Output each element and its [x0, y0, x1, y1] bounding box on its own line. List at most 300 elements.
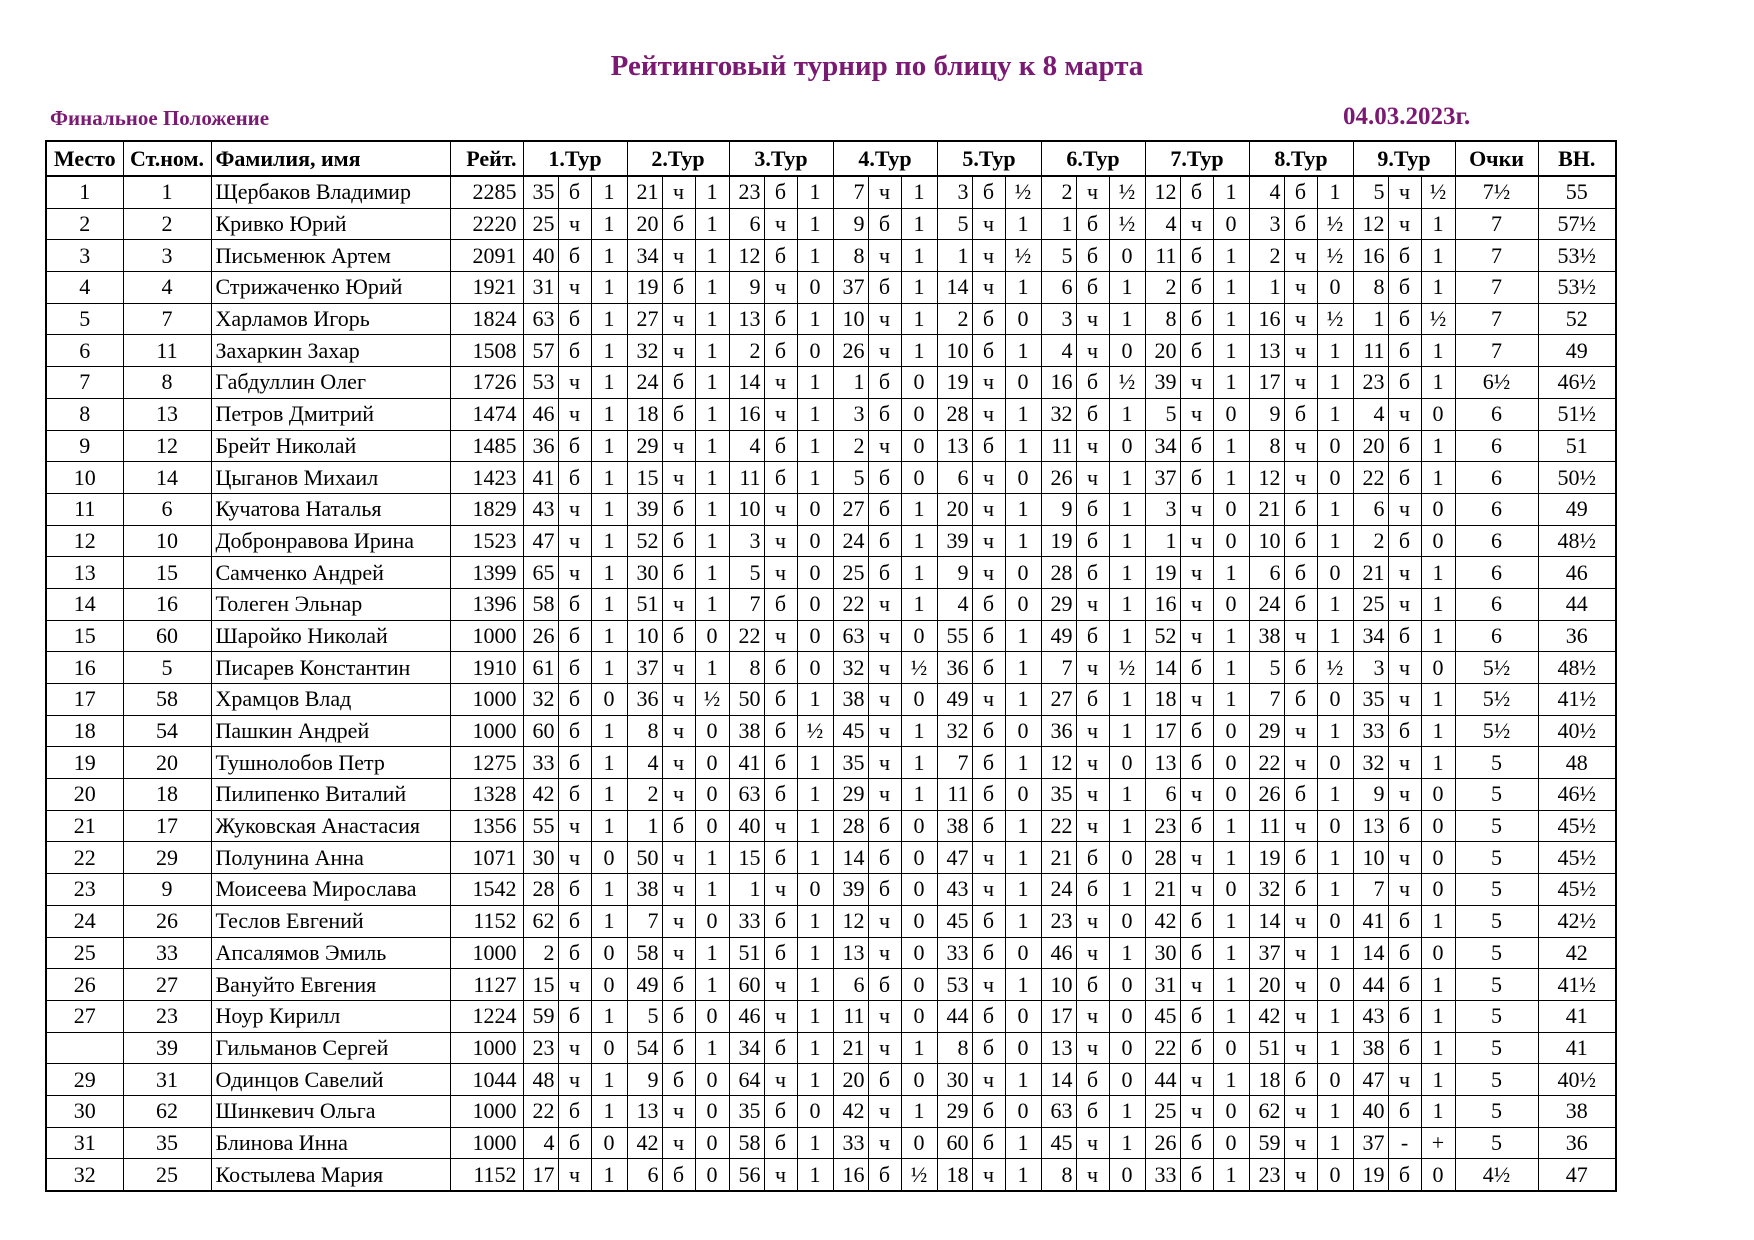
round-6-opponent: 24 — [1041, 874, 1076, 906]
tiebreak-cell: 45½ — [1538, 874, 1616, 906]
round-5-opponent: 5 — [937, 208, 972, 240]
round-6-color: б — [1076, 525, 1109, 557]
player-name-cell: Полунина Анна — [211, 842, 450, 874]
points-cell: 7 — [1455, 303, 1538, 335]
round-6-result: 0 — [1109, 969, 1145, 1001]
tiebreak-cell: 53½ — [1538, 240, 1616, 272]
round-6-opponent: 26 — [1041, 462, 1076, 494]
round-7-color: ч — [1180, 557, 1213, 589]
round-7-color: б — [1180, 430, 1213, 462]
round-4-opponent: 20 — [833, 1064, 868, 1096]
round-4-color: б — [868, 969, 901, 1001]
round-1-color: ч — [558, 557, 591, 589]
round-4-color: б — [868, 874, 901, 906]
round-6-result: ½ — [1109, 208, 1145, 240]
round-1-opponent: 46 — [523, 398, 558, 430]
round-7-opponent: 45 — [1145, 1000, 1180, 1032]
rating-cell: 1921 — [450, 272, 523, 304]
round-4-opponent: 32 — [833, 652, 868, 684]
round-7-opponent: 18 — [1145, 684, 1180, 716]
round-3-color: ч — [764, 874, 797, 906]
round-8-opponent: 14 — [1249, 905, 1284, 937]
round-9-color: - — [1388, 1127, 1421, 1159]
round-4-color: б — [868, 557, 901, 589]
round-8-opponent: 59 — [1249, 1127, 1284, 1159]
round-1-result: 0 — [591, 842, 627, 874]
points-cell: 5½ — [1455, 652, 1538, 684]
round-8-opponent: 16 — [1249, 303, 1284, 335]
round-6-color: ч — [1076, 462, 1109, 494]
round-4-color: б — [868, 272, 901, 304]
round-1-color: б — [558, 335, 591, 367]
round-6-result: 1 — [1109, 620, 1145, 652]
round-3-color: ч — [764, 1064, 797, 1096]
round-5-result: 1 — [1005, 620, 1041, 652]
round-7-result: 0 — [1213, 874, 1249, 906]
player-name-cell: Пилипенко Виталий — [211, 779, 450, 811]
round-9-opponent: 5 — [1353, 176, 1388, 208]
round-7-result: 1 — [1213, 272, 1249, 304]
tiebreak-cell: 45½ — [1538, 842, 1616, 874]
place-cell: 1 — [46, 176, 123, 208]
round-7-result: 1 — [1213, 937, 1249, 969]
col-header-points: Очки — [1455, 141, 1538, 176]
round-5-result: 0 — [1005, 588, 1041, 620]
round-2-result: 0 — [695, 747, 729, 779]
place-cell: 24 — [46, 905, 123, 937]
round-7-color: б — [1180, 937, 1213, 969]
round-5-result: 1 — [1005, 810, 1041, 842]
round-1-result: 1 — [591, 620, 627, 652]
points-cell: 5 — [1455, 1095, 1538, 1127]
player-name-cell: Габдуллин Олег — [211, 367, 450, 399]
round-4-color: ч — [868, 1095, 901, 1127]
place-cell: 9 — [46, 430, 123, 462]
round-6-color: б — [1076, 208, 1109, 240]
round-5-result: 0 — [1005, 303, 1041, 335]
round-6-result: 0 — [1109, 905, 1145, 937]
round-5-opponent: 28 — [937, 398, 972, 430]
round-3-opponent: 64 — [729, 1064, 764, 1096]
round-3-result: 1 — [797, 684, 833, 716]
rating-cell: 1542 — [450, 874, 523, 906]
round-1-color: ч — [558, 1159, 591, 1191]
col-header-rating: Рейт. — [450, 141, 523, 176]
player-name-cell: Шаройко Николай — [211, 620, 450, 652]
start-no-cell: 1 — [123, 176, 211, 208]
round-9-result: 0 — [1421, 779, 1455, 811]
round-6-color: ч — [1076, 430, 1109, 462]
round-1-color: б — [558, 240, 591, 272]
round-1-opponent: 48 — [523, 1064, 558, 1096]
points-cell: 6 — [1455, 525, 1538, 557]
round-7-result: 0 — [1213, 715, 1249, 747]
round-4-result: 0 — [901, 430, 937, 462]
round-9-color: б — [1388, 240, 1421, 272]
round-9-color: б — [1388, 525, 1421, 557]
round-9-result: 1 — [1421, 430, 1455, 462]
round-7-result: 1 — [1213, 810, 1249, 842]
round-3-opponent: 13 — [729, 303, 764, 335]
round-7-opponent: 34 — [1145, 430, 1180, 462]
round-6-result: 0 — [1109, 1159, 1145, 1191]
round-4-result: 0 — [901, 398, 937, 430]
round-8-color: б — [1284, 525, 1317, 557]
col-header-round-2: 2.Тур — [627, 141, 729, 176]
round-2-color: ч — [662, 588, 695, 620]
round-2-opponent: 37 — [627, 652, 662, 684]
round-6-result: 1 — [1109, 1095, 1145, 1127]
round-4-opponent: 11 — [833, 1000, 868, 1032]
round-3-result: 1 — [797, 240, 833, 272]
round-5-color: б — [972, 747, 1005, 779]
round-7-result: 1 — [1213, 652, 1249, 684]
round-8-result: ½ — [1317, 208, 1353, 240]
rating-cell: 1396 — [450, 588, 523, 620]
round-1-result: 1 — [591, 240, 627, 272]
round-6-opponent: 1 — [1041, 208, 1076, 240]
round-8-result: 0 — [1317, 272, 1353, 304]
points-cell: 7½ — [1455, 176, 1538, 208]
round-2-result: 1 — [695, 874, 729, 906]
round-2-result: 1 — [695, 398, 729, 430]
player-name-cell: Пашкин Андрей — [211, 715, 450, 747]
round-6-opponent: 5 — [1041, 240, 1076, 272]
round-9-result: 0 — [1421, 493, 1455, 525]
table-row — [46, 1064, 1616, 1096]
points-cell: 4½ — [1455, 1159, 1538, 1191]
round-5-color: б — [972, 176, 1005, 208]
round-3-opponent: 6 — [729, 208, 764, 240]
round-5-result: 0 — [1005, 937, 1041, 969]
start-no-cell: 11 — [123, 335, 211, 367]
round-3-opponent: 1 — [729, 874, 764, 906]
round-8-result: 1 — [1317, 398, 1353, 430]
round-4-color: ч — [868, 303, 901, 335]
round-5-result: 1 — [1005, 430, 1041, 462]
rating-cell: 2285 — [450, 176, 523, 208]
round-4-result: 1 — [901, 747, 937, 779]
round-4-result: 0 — [901, 1000, 937, 1032]
place-cell: 8 — [46, 398, 123, 430]
round-4-result: 1 — [901, 779, 937, 811]
table-row — [46, 842, 1616, 874]
round-7-opponent: 12 — [1145, 176, 1180, 208]
player-name-cell: Блинова Инна — [211, 1127, 450, 1159]
round-7-color: ч — [1180, 620, 1213, 652]
rating-cell: 2220 — [450, 208, 523, 240]
round-7-color: б — [1180, 1127, 1213, 1159]
round-1-color: б — [558, 905, 591, 937]
round-5-color: б — [972, 652, 1005, 684]
round-1-color: ч — [558, 810, 591, 842]
round-6-result: 1 — [1109, 810, 1145, 842]
round-6-opponent: 63 — [1041, 1095, 1076, 1127]
col-header-round-9: 9.Тур — [1353, 141, 1455, 176]
round-8-opponent: 5 — [1249, 652, 1284, 684]
round-5-color: б — [972, 1032, 1005, 1064]
round-4-color: ч — [868, 620, 901, 652]
round-8-opponent: 3 — [1249, 208, 1284, 240]
round-9-opponent: 40 — [1353, 1095, 1388, 1127]
round-7-result: 1 — [1213, 430, 1249, 462]
round-3-result: 0 — [797, 525, 833, 557]
place-cell: 22 — [46, 842, 123, 874]
round-5-color: б — [972, 1127, 1005, 1159]
points-cell: 5 — [1455, 779, 1538, 811]
round-2-result: 1 — [695, 493, 729, 525]
rating-cell: 1152 — [450, 905, 523, 937]
round-3-result: 1 — [797, 398, 833, 430]
round-2-color: ч — [662, 303, 695, 335]
table-row — [46, 398, 1616, 430]
start-no-cell: 5 — [123, 652, 211, 684]
round-5-result: 0 — [1005, 715, 1041, 747]
round-5-result: 1 — [1005, 969, 1041, 1001]
start-no-cell: 25 — [123, 1159, 211, 1191]
tiebreak-cell: 42 — [1538, 937, 1616, 969]
round-8-color: ч — [1284, 367, 1317, 399]
round-9-opponent: 44 — [1353, 969, 1388, 1001]
round-4-color: б — [868, 810, 901, 842]
round-2-color: ч — [662, 430, 695, 462]
rating-cell: 1356 — [450, 810, 523, 842]
round-1-result: 1 — [591, 1159, 627, 1191]
round-5-color: ч — [972, 493, 1005, 525]
round-9-result: 1 — [1421, 905, 1455, 937]
round-4-result: 1 — [901, 240, 937, 272]
round-9-color: б — [1388, 272, 1421, 304]
tiebreak-cell: 40½ — [1538, 1064, 1616, 1096]
table-row — [46, 937, 1616, 969]
start-no-cell: 9 — [123, 874, 211, 906]
round-2-result: 1 — [695, 557, 729, 589]
round-8-color: ч — [1284, 272, 1317, 304]
start-no-cell: 54 — [123, 715, 211, 747]
round-2-result: 0 — [695, 810, 729, 842]
round-2-opponent: 19 — [627, 272, 662, 304]
round-2-color: б — [662, 1064, 695, 1096]
round-3-color: б — [764, 430, 797, 462]
round-9-color: ч — [1388, 779, 1421, 811]
round-1-result: 1 — [591, 367, 627, 399]
round-1-color: б — [558, 747, 591, 779]
round-5-result: 1 — [1005, 493, 1041, 525]
round-4-opponent: 3 — [833, 398, 868, 430]
round-3-result: 1 — [797, 176, 833, 208]
round-3-result: 1 — [797, 1032, 833, 1064]
round-1-opponent: 17 — [523, 1159, 558, 1191]
col-header-tiebreak: ВН. — [1538, 141, 1616, 176]
round-3-opponent: 50 — [729, 684, 764, 716]
player-name-cell: Стрижаченко Юрий — [211, 272, 450, 304]
round-4-color: ч — [868, 937, 901, 969]
round-6-opponent: 3 — [1041, 303, 1076, 335]
round-2-color: ч — [662, 335, 695, 367]
round-1-color: ч — [558, 208, 591, 240]
round-7-color: б — [1180, 652, 1213, 684]
round-6-opponent: 10 — [1041, 969, 1076, 1001]
round-4-result: 0 — [901, 367, 937, 399]
round-2-opponent: 15 — [627, 462, 662, 494]
round-1-result: 1 — [591, 398, 627, 430]
round-7-opponent: 37 — [1145, 462, 1180, 494]
start-no-cell: 31 — [123, 1064, 211, 1096]
round-2-color: ч — [662, 240, 695, 272]
round-6-opponent: 8 — [1041, 1159, 1076, 1191]
round-1-opponent: 35 — [523, 176, 558, 208]
round-9-opponent: 8 — [1353, 272, 1388, 304]
round-3-color: ч — [764, 367, 797, 399]
round-9-color: б — [1388, 367, 1421, 399]
start-no-cell: 62 — [123, 1095, 211, 1127]
points-cell: 5 — [1455, 937, 1538, 969]
round-2-result: 1 — [695, 272, 729, 304]
round-6-color: ч — [1076, 303, 1109, 335]
round-4-opponent: 45 — [833, 715, 868, 747]
tiebreak-cell: 49 — [1538, 335, 1616, 367]
round-8-opponent: 37 — [1249, 937, 1284, 969]
round-4-opponent: 8 — [833, 240, 868, 272]
table-row — [46, 810, 1616, 842]
round-7-color: б — [1180, 747, 1213, 779]
table-row — [46, 1127, 1616, 1159]
round-5-color: б — [972, 620, 1005, 652]
round-2-color: б — [662, 1159, 695, 1191]
round-6-opponent: 49 — [1041, 620, 1076, 652]
round-7-result: 0 — [1213, 1127, 1249, 1159]
round-1-result: 1 — [591, 557, 627, 589]
round-8-color: ч — [1284, 303, 1317, 335]
round-8-result: ½ — [1317, 652, 1353, 684]
round-9-opponent: 7 — [1353, 874, 1388, 906]
round-2-opponent: 2 — [627, 779, 662, 811]
round-9-color: б — [1388, 430, 1421, 462]
place-cell: 12 — [46, 525, 123, 557]
round-2-opponent: 52 — [627, 525, 662, 557]
points-cell: 5½ — [1455, 684, 1538, 716]
round-7-result: 0 — [1213, 779, 1249, 811]
round-8-color: б — [1284, 842, 1317, 874]
round-8-result: ½ — [1317, 240, 1353, 272]
round-6-result: 0 — [1109, 1032, 1145, 1064]
round-5-color: б — [972, 303, 1005, 335]
round-3-result: 1 — [797, 1000, 833, 1032]
round-9-color: б — [1388, 715, 1421, 747]
round-8-result: 0 — [1317, 430, 1353, 462]
round-3-color: б — [764, 842, 797, 874]
round-4-color: ч — [868, 430, 901, 462]
col-header-round-7: 7.Тур — [1145, 141, 1249, 176]
player-name-cell: Добронравова Ирина — [211, 525, 450, 557]
round-7-opponent: 20 — [1145, 335, 1180, 367]
round-7-opponent: 3 — [1145, 493, 1180, 525]
start-no-cell: 2 — [123, 208, 211, 240]
round-6-color: б — [1076, 1064, 1109, 1096]
round-5-opponent: 45 — [937, 905, 972, 937]
round-9-color: ч — [1388, 493, 1421, 525]
round-1-result: 0 — [591, 1127, 627, 1159]
player-name-cell: Щербаков Владимир — [211, 176, 450, 208]
round-6-opponent: 14 — [1041, 1064, 1076, 1096]
round-4-result: 1 — [901, 208, 937, 240]
round-4-result: 0 — [901, 462, 937, 494]
round-9-opponent: 32 — [1353, 747, 1388, 779]
round-3-result: 1 — [797, 208, 833, 240]
round-7-result: 0 — [1213, 1032, 1249, 1064]
round-1-result: 1 — [591, 874, 627, 906]
round-6-color: ч — [1076, 715, 1109, 747]
round-5-opponent: 39 — [937, 525, 972, 557]
round-1-opponent: 58 — [523, 588, 558, 620]
round-2-opponent: 54 — [627, 1032, 662, 1064]
round-7-opponent: 52 — [1145, 620, 1180, 652]
tiebreak-cell: 49 — [1538, 493, 1616, 525]
round-1-opponent: 30 — [523, 842, 558, 874]
round-4-opponent: 25 — [833, 557, 868, 589]
start-no-cell: 26 — [123, 905, 211, 937]
place-cell: 17 — [46, 684, 123, 716]
round-1-result: 1 — [591, 303, 627, 335]
tiebreak-cell: 48½ — [1538, 525, 1616, 557]
round-2-color: ч — [662, 715, 695, 747]
round-7-color: б — [1180, 240, 1213, 272]
round-9-opponent: 20 — [1353, 430, 1388, 462]
round-5-opponent: 4 — [937, 588, 972, 620]
round-2-color: ч — [662, 874, 695, 906]
round-5-color: ч — [972, 398, 1005, 430]
col-header-start-no: Ст.ном. — [123, 141, 211, 176]
round-6-opponent: 28 — [1041, 557, 1076, 589]
round-7-opponent: 30 — [1145, 937, 1180, 969]
round-8-opponent: 32 — [1249, 874, 1284, 906]
round-6-result: 1 — [1109, 715, 1145, 747]
round-7-opponent: 11 — [1145, 240, 1180, 272]
player-name-cell: Толеген Эльнар — [211, 588, 450, 620]
col-header-round-5: 5.Тур — [937, 141, 1041, 176]
round-7-color: ч — [1180, 779, 1213, 811]
start-no-cell: 35 — [123, 1127, 211, 1159]
place-cell: 10 — [46, 462, 123, 494]
round-4-result: 1 — [901, 588, 937, 620]
round-9-result: 0 — [1421, 652, 1455, 684]
tiebreak-cell: 36 — [1538, 1127, 1616, 1159]
round-1-opponent: 43 — [523, 493, 558, 525]
round-7-color: б — [1180, 303, 1213, 335]
place-cell: 20 — [46, 779, 123, 811]
round-8-result: 1 — [1317, 620, 1353, 652]
round-9-opponent: 11 — [1353, 335, 1388, 367]
tiebreak-cell: 45½ — [1538, 810, 1616, 842]
col-header-name: Фамилия, имя — [211, 141, 450, 176]
round-7-result: 1 — [1213, 684, 1249, 716]
round-8-color: ч — [1284, 905, 1317, 937]
points-cell: 5½ — [1455, 715, 1538, 747]
round-8-result: 1 — [1317, 715, 1353, 747]
round-2-opponent: 36 — [627, 684, 662, 716]
round-6-opponent: 9 — [1041, 493, 1076, 525]
round-1-color: б — [558, 588, 591, 620]
round-9-opponent: 16 — [1353, 240, 1388, 272]
round-2-color: ч — [662, 652, 695, 684]
round-5-color: ч — [972, 1159, 1005, 1191]
round-6-result: 1 — [1109, 684, 1145, 716]
round-6-opponent: 46 — [1041, 937, 1076, 969]
round-2-result: 0 — [695, 779, 729, 811]
round-8-result: 0 — [1317, 462, 1353, 494]
round-2-result: 1 — [695, 588, 729, 620]
round-1-result: 1 — [591, 208, 627, 240]
